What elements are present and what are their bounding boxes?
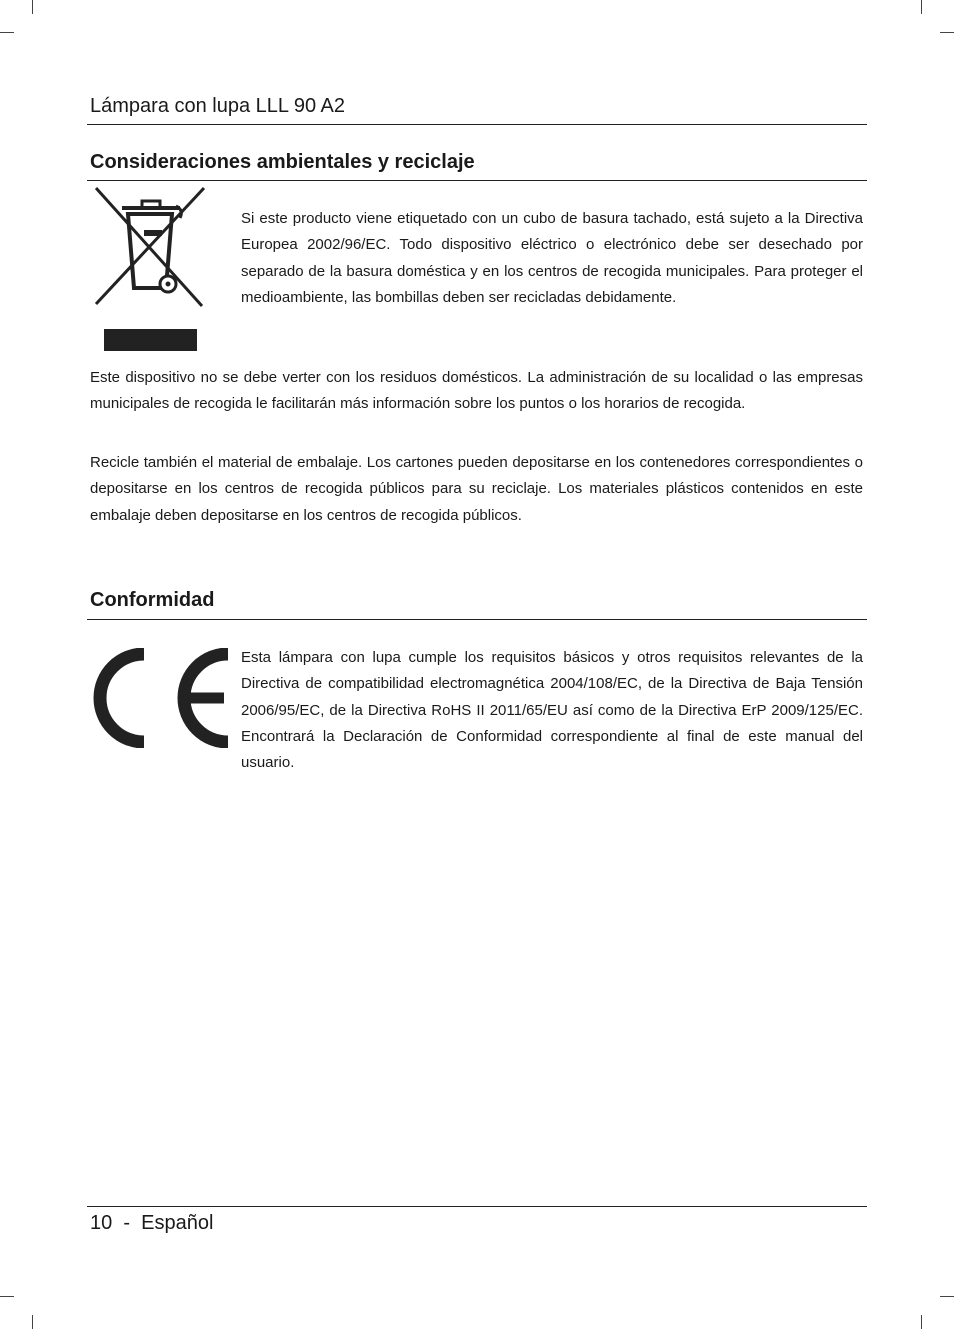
environment-paragraph-1: Este dispositivo no se debe verter con los residuos domésticos. La administración de su localidad o las empresas municipales de recogida le facilitarán más información sobre los puntos o los horarios de recogida. (90, 369, 863, 413)
page-header-title: Lámpara con lupa LLL 90 A2 (90, 95, 346, 117)
crop-mark (921, 1315, 922, 1329)
page-footer-label: 10 - Español (90, 1212, 214, 1234)
section-title-conformity: Conformidad (90, 589, 215, 611)
conformity-text: Esta lámpara con lupa cumple los requisitos básicos y otros requisitos relevantes de la Directiva de compatibilidad electromagnética 2004/108/EC, de la Directiva de Baja Tensión 2006/95/EC, de la Directiva RoHS II 2011/65/EU así como de la Directiva ErP 2009/125/EC. Encontrará la Declaración de Conformidad correspondiente al final de este manual del usuario. (241, 649, 863, 772)
crop-mark (940, 32, 954, 33)
crop-mark (0, 1296, 14, 1297)
environment-paragraph-2: Recicle también el material de embalaje. Los cartones pueden depositarse en los contenedores correspondientes o depositarse en los centros de recogida públicos para su reciclaje. Los materiales plásticos contenidos en este embalaje deben depositarse en los centros de recogida públicos. (90, 454, 863, 524)
crop-mark (940, 1296, 954, 1297)
crop-mark (32, 0, 33, 14)
crop-mark (32, 1315, 33, 1329)
crop-mark (921, 0, 922, 14)
environment-intro-text: Si este producto viene etiquetado con un cubo de basura tachado, está sujeto a la Directiva Europea 2002/96/EC. Todo dispositivo eléctrico o electrónico debe ser desechado por separado de la basura doméstica y en los centros de recogida municipales. Para proteger el medioambiente, las bombillas deben ser recicladas debidamente. (241, 210, 863, 306)
crossed-out-wheelie-bin-icon (92, 186, 208, 354)
section-rule (87, 619, 867, 620)
footer-rule (87, 1206, 867, 1207)
crop-mark (0, 32, 14, 33)
section-title-environment: Consideraciones ambientales y reciclaje (90, 151, 475, 173)
ce-mark-icon (88, 648, 230, 748)
section-rule (87, 180, 867, 181)
header-rule (87, 124, 867, 125)
